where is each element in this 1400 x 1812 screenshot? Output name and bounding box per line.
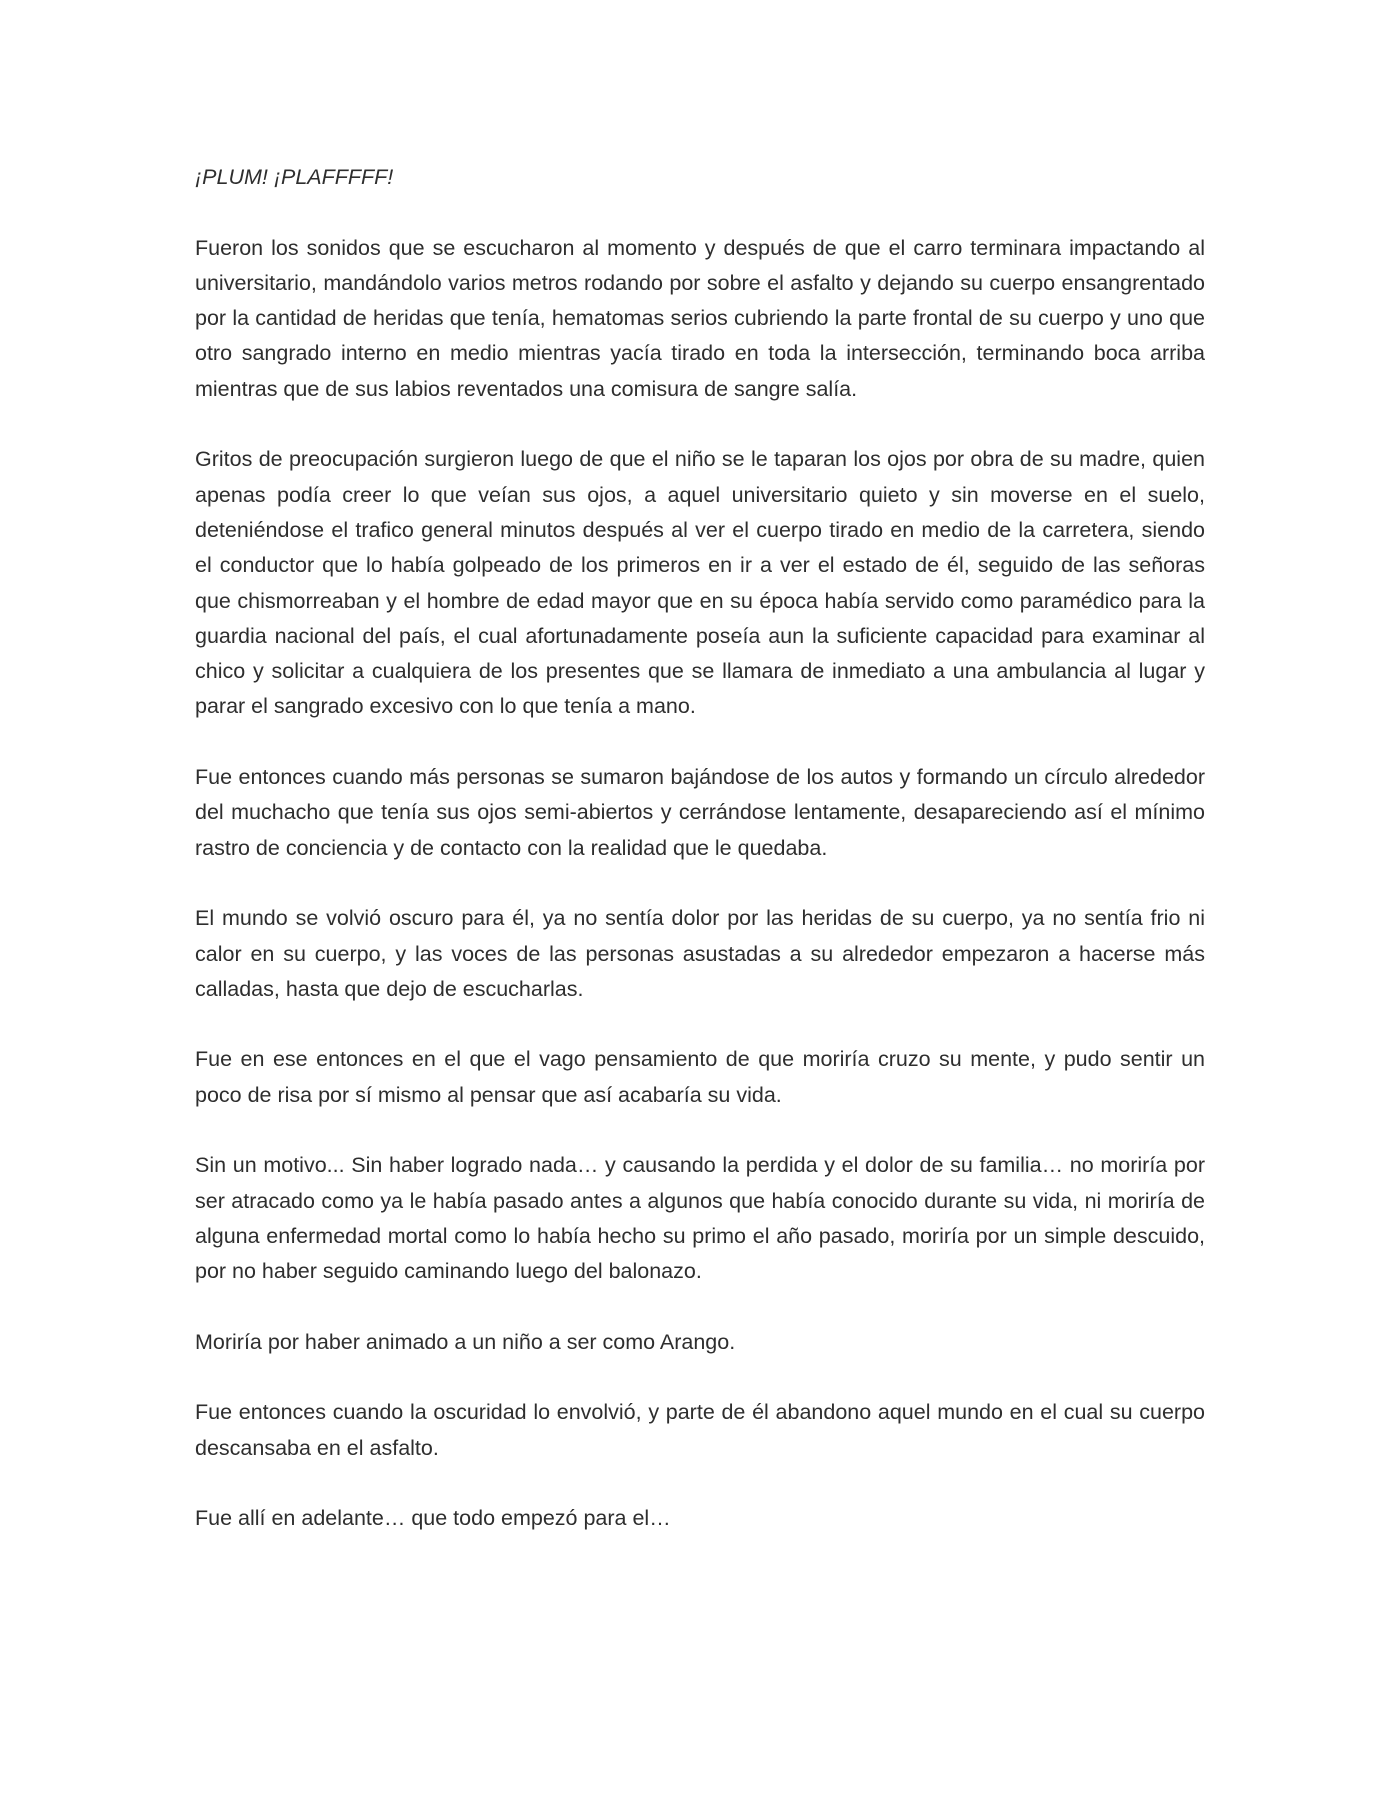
paragraph: Moriría por haber animado a un niño a ser como Arango. xyxy=(195,1329,736,1354)
paragraph: Fue entonces cuando la oscuridad lo envolvió, y parte de él abandono aquel mundo en el cual su cuerpo descansaba en el asfalto. xyxy=(195,1400,1205,1460)
paragraph: El mundo se volvió oscuro para él, ya no sentía dolor por las heridas de su cuerpo, ya no sentía frio ni calor en su cuerpo, y las voces de las personas asustadas a su alrededor empezaron a hacerse más calladas, hasta que dejo de escucharlas. xyxy=(195,906,1205,1001)
document-body xyxy=(195,160,1205,1572)
paragraph: Fue en ese entonces en el que el vago pensamiento de que moriría cruzo su mente, y pudo sentir un poco de risa por sí mismo al pensar que así acabaría su vida. xyxy=(195,1047,1205,1107)
paragraph: Fue allí en adelante… que todo empezó para el… xyxy=(195,1506,671,1531)
paragraph: Gritos de preocupación surgieron luego de que el niño se le taparan los ojos por obra de su madre, quien apenas podía creer lo que veían sus ojos, a aquel universitario quieto y sin moverse en el suelo, deteniéndose el trafico general minutos después al ver el cuerpo tirado en medio de la carretera, siendo el conductor que lo había golpeado de los primeros en ir a ver el estado de él, seguido de las señoras que chismorreaban y el hombre de edad mayor que en su época había servido como paramédico para la guardia nacional del país, el cual afortunadamente poseía aun la suficiente capacidad para examinar al chico y solicitar a cualquiera de los presentes que se llamara de inmediato a una ambulancia al lugar y parar el sangrado excesivo con lo que tenía a mano. xyxy=(195,447,1205,719)
paragraph: Fueron los sonidos que se escucharon al momento y después de que el carro terminara impactando al universitario, mandándolo varios metros rodando por sobre el asfalto y dejando su cuerpo ensangrentado por la cantidad de heridas que tenía, hematomas serios cubriendo la parte frontal de su cuerpo y uno que otro sangrado interno en medio mientras yacía tirado en toda la intersección, terminando boca arriba mientras que de sus labios reventados una comisura de sangre salía. xyxy=(195,235,1205,401)
paragraph: Fue entonces cuando más personas se sumaron bajándose de los autos y formando un círculo alrededor del muchacho que tenía sus ojos semi-abiertos y cerrándose lentamente, desapareciendo así el mínimo rastro de conciencia y de contacto con la realidad que le quedaba. xyxy=(195,765,1205,860)
opening-line: ¡PLUM! ¡PLAFFFFF! xyxy=(195,165,394,189)
paragraph: Sin un motivo... Sin haber logrado nada… y causando la perdida y el dolor de su familia… no moriría por ser atracado como ya le había pasado antes a algunos que había conocido durante su vida, ni moriría de alguna enfermedad mortal como lo había hecho su primo el año pasado, moriría por un simple descuido, por no haber seguido caminando luego del balonazo. xyxy=(195,1153,1205,1284)
